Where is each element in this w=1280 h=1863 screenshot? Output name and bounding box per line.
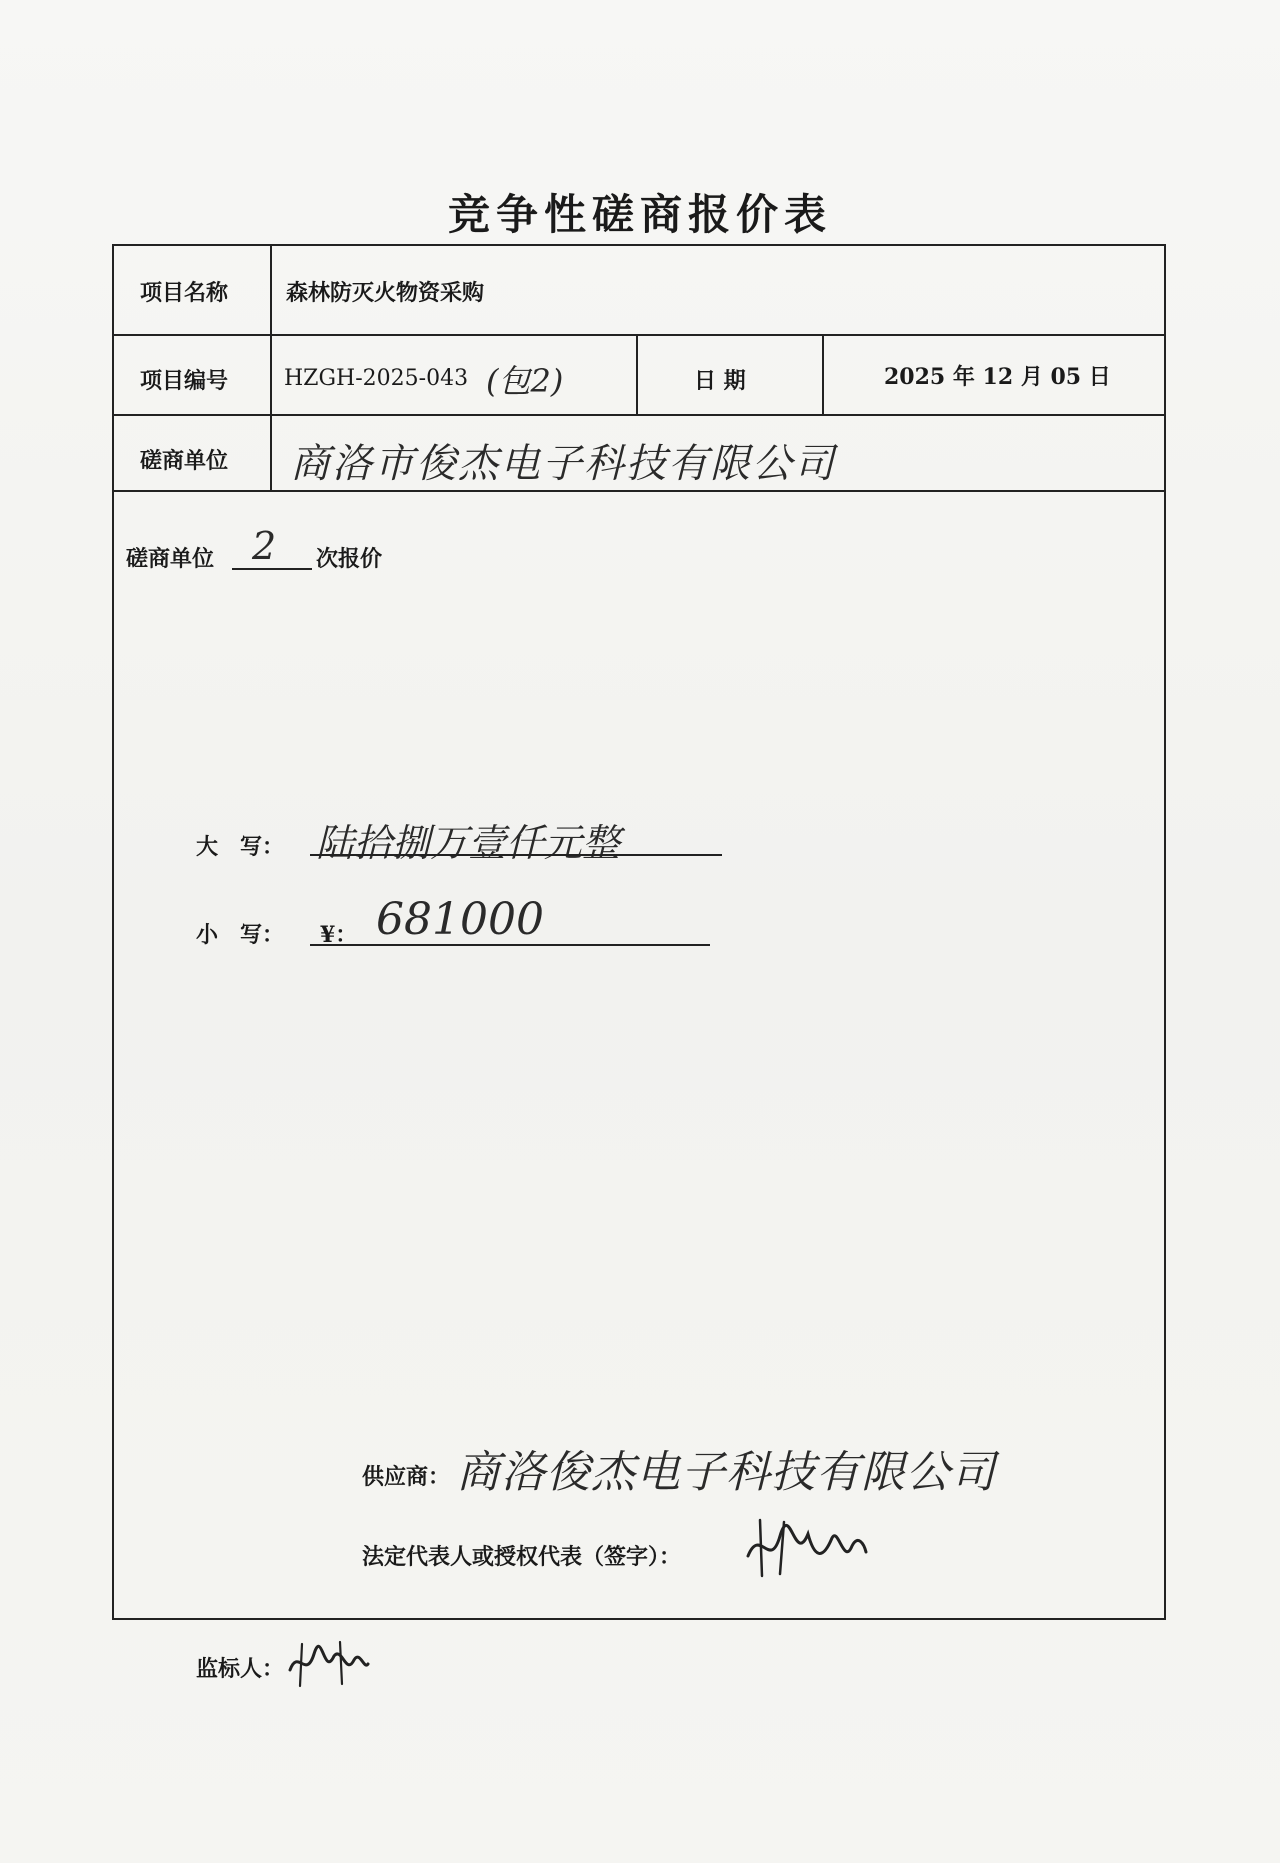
quotation-table (112, 244, 1166, 1620)
amount-capital-handwritten: 陆拾捌万壹仟元整 (316, 821, 621, 865)
supplier-handwritten: 商洛俊杰电子科技有限公司 (456, 1447, 996, 1498)
amount-capital-label: 大 写： (196, 834, 285, 860)
project-number-label: 项目编号 (140, 368, 229, 394)
capital-underline (310, 854, 722, 856)
project-name-label: 项目名称 (140, 280, 229, 306)
bidder-unit-handwritten: 商洛市俊杰电子科技有限公司 (290, 441, 836, 487)
representative-signature (740, 1516, 870, 1580)
round-underline (232, 568, 312, 570)
column-divider (270, 246, 272, 490)
project-name-value: 森林防灭火物资采购 (286, 280, 485, 306)
currency-symbol: ¥： (320, 922, 358, 948)
numeric-underline (310, 944, 710, 946)
quote-round-suffix: 次报价 (316, 546, 383, 572)
column-divider (822, 334, 824, 414)
column-divider (636, 334, 638, 414)
representative-label: 法定代表人或授权代表（签字）： (362, 1544, 682, 1570)
project-number-value: HZGH-2025-043 (284, 366, 469, 391)
supervisor-signature (284, 1640, 374, 1690)
supplier-label: 供应商： (362, 1464, 451, 1490)
quote-round-handwritten: 2 (252, 524, 277, 568)
amount-numeric-handwritten: 681000 (376, 894, 544, 945)
date-value: 2025 年 12 月 05 日 (884, 364, 1111, 390)
amount-numeric-label: 小 写： (196, 922, 285, 948)
date-label: 日 期 (694, 368, 746, 394)
project-package-handwritten: (包2) (486, 362, 564, 400)
quote-round-prefix: 磋商单位 (126, 546, 215, 572)
page-title: 竞争性磋商报价表 (447, 190, 832, 239)
supervisor-label: 监标人： (196, 1656, 285, 1682)
bidder-unit-label: 磋商单位 (140, 448, 229, 474)
row-divider (114, 490, 1164, 492)
